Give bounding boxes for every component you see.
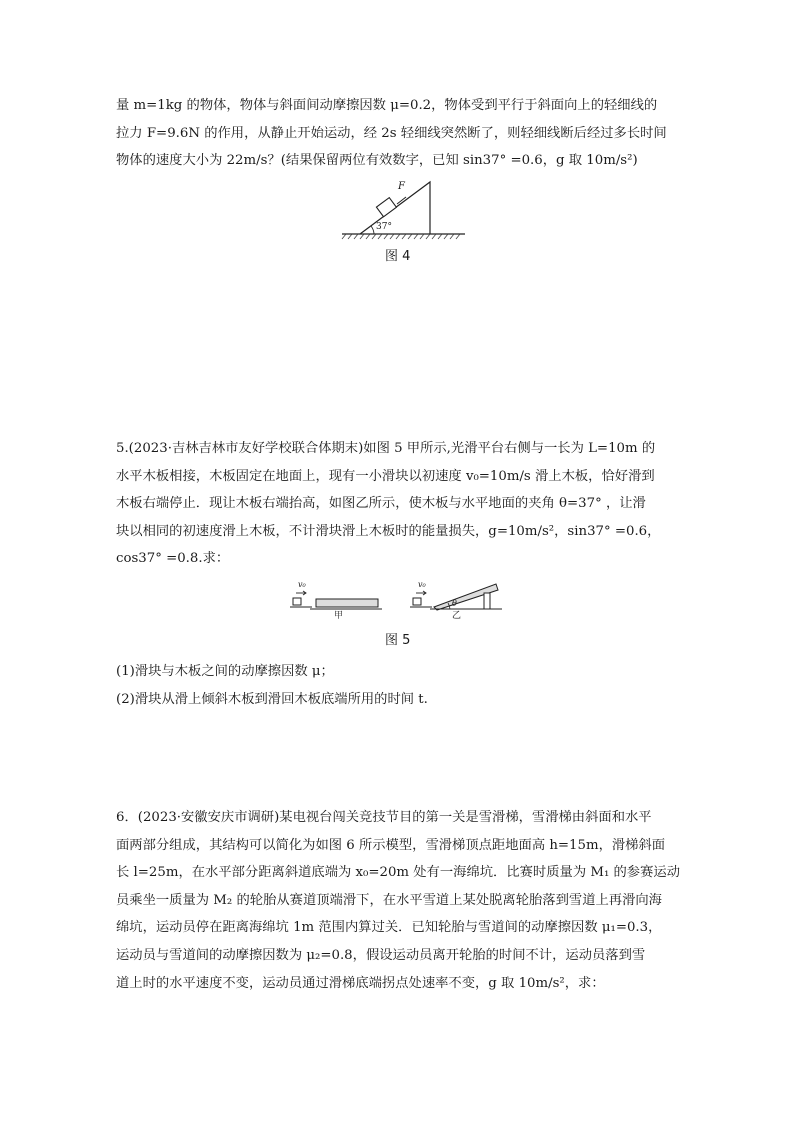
text-line: cos37° =0.8.求：	[116, 551, 230, 567]
theta-label: θ	[452, 599, 457, 608]
text-line: 拉力 F=9.6N 的作用，从静止开始运动，经 2s 轻细线突然断了，则轻细线断后经过多长时间	[116, 125, 667, 141]
text-line: 6．(2023·安徽安庆市调研)某电视台闯关竞技节目的第一关是雪滑梯，雪滑梯由斜面和水平	[116, 810, 652, 825]
text-line: 块以相同的初速度滑上木板，不计滑块滑上木板时的能量损失，g=10m/s²，sin37° =0.6，	[116, 523, 661, 539]
figure-4-incline	[340, 176, 470, 242]
figure-5-left-horizontal-board	[290, 580, 385, 621]
problem5-text	[116, 435, 682, 573]
text-line: 道上时的水平速度不变，运动员通过滑梯底端拐点处速率不变，g 取 10m/s²，求：	[116, 975, 605, 991]
force-label: F	[398, 181, 405, 192]
text-line: 物体的速度大小为 22m/s？(结果保留两位有效数字，已知 sin37° =0.6，g 取 10m/s²)	[116, 153, 638, 169]
text-line: 水平木板相接，木板固定在地面上，现有一小滑块以初速度 v₀=10m/s 滑上木板，恰好滑到	[116, 468, 655, 484]
text-line: 量 m=1kg 的物体，物体与斜面间动摩擦因数 μ=0.2，物体受到平行于斜面向上的轻细线的	[116, 98, 658, 113]
text-line: 木板右端停止．现让木板右端抬高，如图乙所示，使木板与水平地面的夹角 θ=37° ，让滑	[116, 496, 646, 512]
velocity-label: v₀	[418, 580, 426, 589]
figure-5-right-inclined-board	[410, 580, 505, 621]
problem5-questions	[116, 658, 682, 713]
text-line: 员乘坐一质量为 M₂ 的轮胎从赛道顶端滑下，在水平雪道上某处脱离轮胎落到雪道上再滑向海	[116, 892, 662, 908]
question-line: (2)滑块从滑上倾斜木板到滑回木板底端所用的时间 t.	[116, 691, 428, 707]
problem4-text	[116, 92, 682, 175]
question-line: (1)滑块与木板之间的动摩擦因数 μ；	[116, 664, 334, 679]
text-line: 5.(2023·吉林吉林市友好学校联合体期末)如图 5 甲所示,光滑平台右侧与一长为 L=10m 的	[116, 441, 656, 456]
text-line: 面两部分组成，其结构可以简化为如图 6 所示模型，雪滑梯顶点距地面高 h=15m，滑梯斜面	[116, 837, 666, 853]
text-line: 绵坑，运动员停在距离海绵坑 1m 范围内算过关．已知轮胎与雪道间的动摩擦因数 μ₁=0.3，	[116, 920, 662, 936]
velocity-label: v₀	[298, 580, 306, 589]
label-yi: 乙	[452, 611, 462, 621]
angle-label: 37°	[376, 222, 392, 232]
label-jia: 甲	[334, 611, 344, 621]
problem6-text	[116, 804, 682, 997]
text-line: 运动员与雪道间的动摩擦因数为 μ₂=0.8，假设运动员离开轮胎的时间不计，运动员落到雪	[116, 947, 646, 963]
text-line: 长 l=25m，在水平部分距离斜道底端为 x₀=20m 处有一海绵坑．比赛时质量为 M₁ 的参赛运动	[116, 865, 680, 881]
figure-4-caption: 图 4	[385, 249, 411, 264]
figure-5-caption: 图 5	[385, 633, 411, 648]
